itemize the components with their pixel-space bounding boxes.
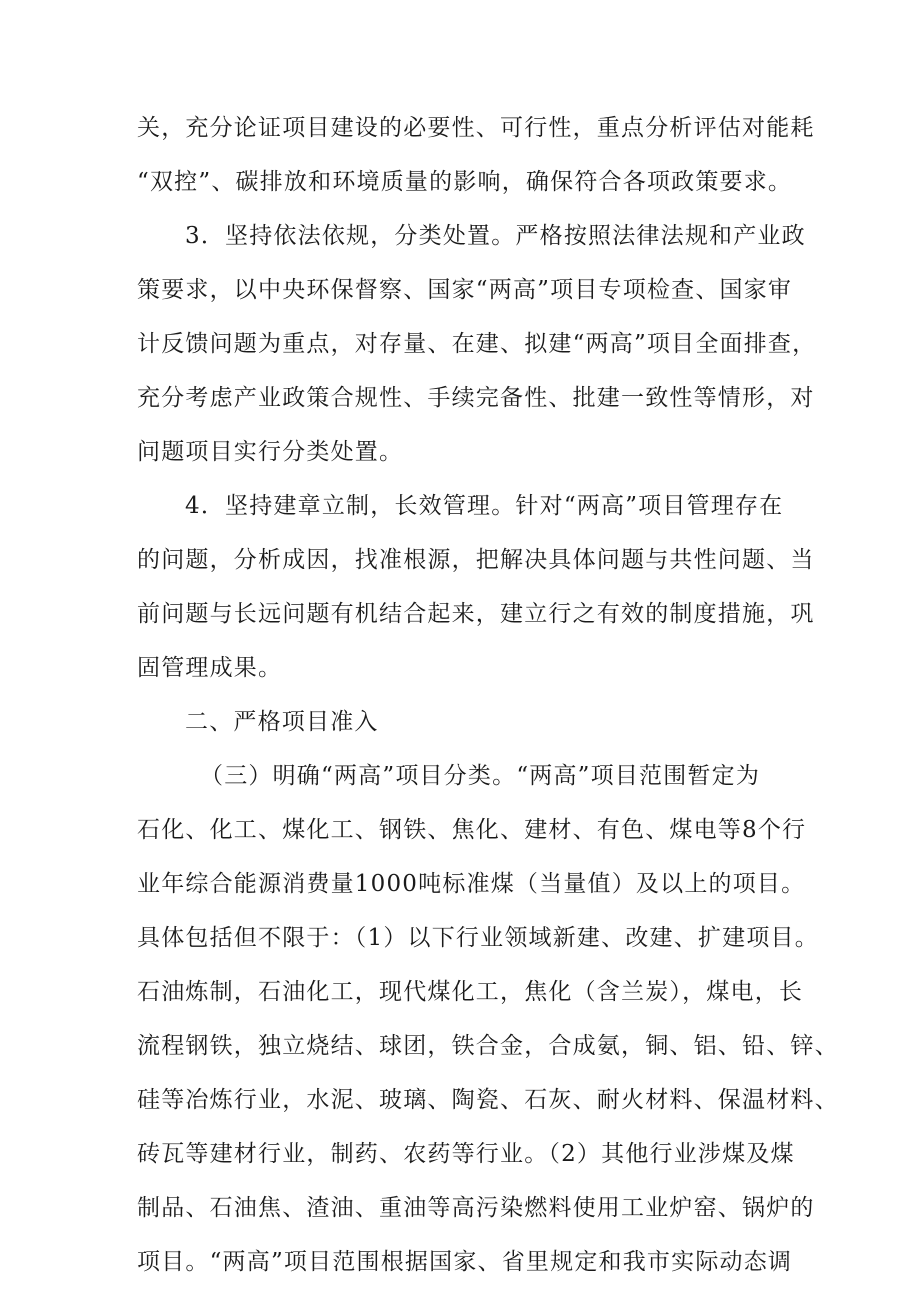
text-line: 的问题，分析成因，找准根源，把解决具体问题与共性问题、当: [137, 547, 815, 573]
text-line: 石油炼制，石油化工，现代煤化工，焦化（含兰炭），煤电，长: [137, 979, 804, 1005]
text-line: 业年综合能源消费量1000吨标准煤（当量值）及以上的项目。: [137, 871, 806, 897]
text-line: “双控”、碳排放和环境质量的影响，确保符合各项政策要求。: [137, 169, 793, 195]
text-line: 硅等冶炼行业，水泥、玻璃、陶瓷、石灰、耐火材料、保温材料、: [137, 1087, 839, 1113]
text-line: 充分考虑产业政策合规性、手续完备性、批建一致性等情形，对: [137, 385, 815, 411]
text-line: 4．坚持建章立制，长效管理。针对“两高”项目管理存在: [185, 493, 784, 519]
text-line: 制品、石油焦、渣油、重油等高污染燃料使用工业炉窑、锅炉的: [137, 1195, 815, 1221]
text-line: （三）明确“两高”项目分类。“两高”项目范围暂定为: [200, 763, 761, 789]
text-line: 关，充分论证项目建设的必要性、可行性，重点分析评估对能耗: [137, 115, 815, 141]
text-line: 固管理成果。: [137, 655, 283, 681]
text-line: 前问题与长远问题有机结合起来，建立行之有效的制度措施，巩: [137, 601, 815, 627]
text-line: 问题项目实行分类处置。: [137, 439, 404, 465]
text-line: 石化、化工、煤化工、钢铁、焦化、建材、有色、煤电等8个行: [137, 817, 807, 843]
text-line: 计反馈问题为重点，对存量、在建、拟建“两高”项目全面排查，: [137, 331, 817, 357]
text-line: 砖瓦等建材行业，制药、农药等行业。（2）其他行业涉煤及煤: [137, 1141, 795, 1167]
text-line: 策要求，以中央环保督察、国家“两高”项目专项检查、国家审: [137, 277, 793, 303]
text-line: 3．坚持依法依规，分类处置。严格按照法律法规和产业政: [185, 223, 806, 249]
section-heading: 二、严格项目准入: [185, 709, 379, 735]
text-line: 项目。“两高”项目范围根据国家、省里规定和我市实际动态调: [137, 1249, 793, 1275]
text-line: 具体包括但不限于：（1）以下行业领域新建、改建、扩建项目。: [137, 925, 819, 951]
text-line: 流程钢铁，独立烧结、球团，铁合金，合成氨，铜、铝、铅、锌、: [137, 1033, 839, 1059]
